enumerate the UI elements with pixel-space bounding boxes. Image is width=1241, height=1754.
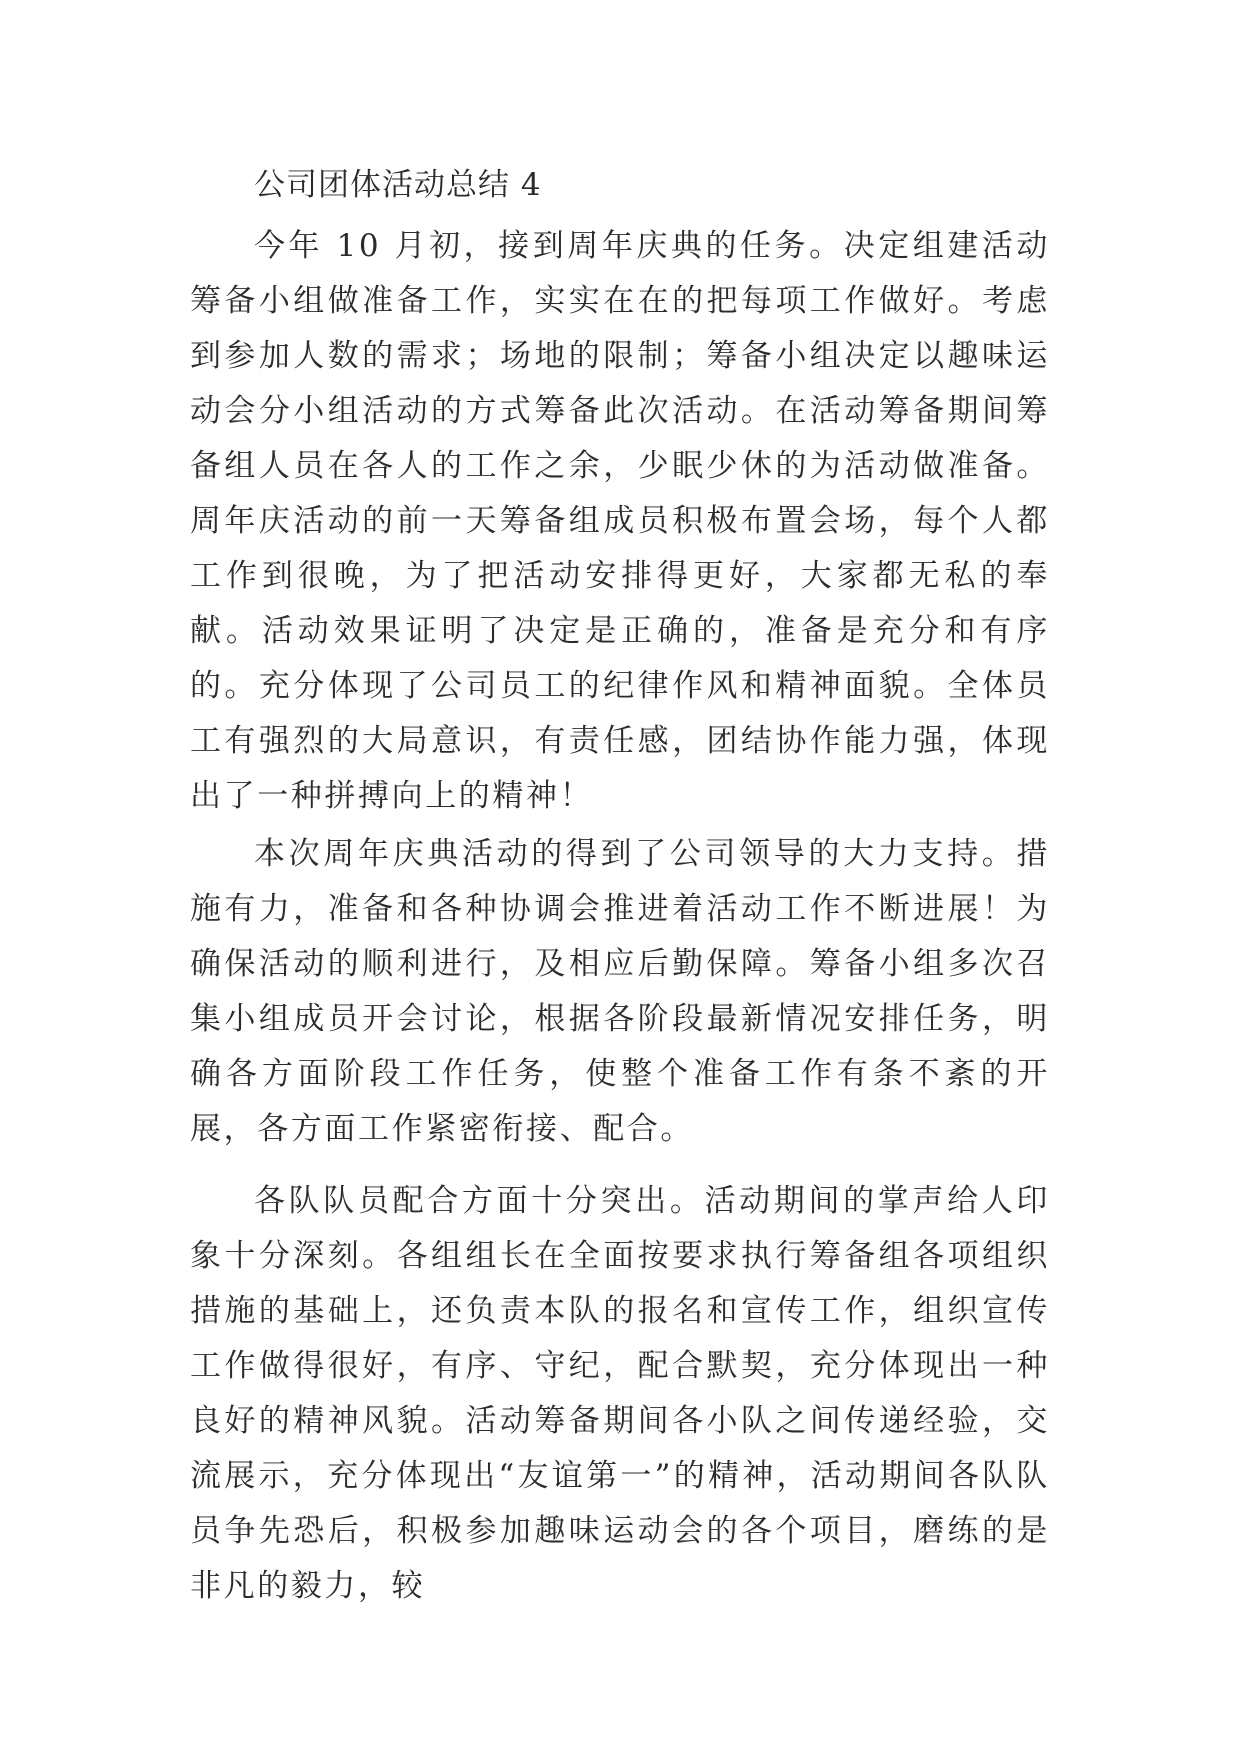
document-body: [190, 158, 1050, 1614]
paragraph-1: 今年 10 月初，接到周年庆典的任务。决定组建活动筹备小组做准备工作，实实在在的把每项工作做好。考虑到参加人数的需求；场地的限制；筹备小组决定以趣味运动会分小组活动的方式筹备此次活动。在活动筹备期间筹备组人员在各人的工作之余，少眠少休的为活动做准备。周年庆活动的前一天筹备组成员积极布置会场，每个人都工作到很晚，为了把活动安排得更好，大家都无私的奉献。活动效果证明了决定是正确的，准备是充分和有序的。充分体现了公司员工的纪律作风和精神面貌。全体员工有强烈的大局意识，有责任感，团结协作能力强，体现出了一种拼搏向上的精神！: [190, 228, 1050, 814]
paragraph-3: 各队队员配合方面十分突出。活动期间的掌声给人印象十分深刻。各组组长在全面按要求执行筹备组各项组织措施的基础上，还负责本队的报名和宣传工作，组织宣传工作做得很好，有序、守纪，配合默契，充分体现出一种良好的精神风貌。活动筹备期间各小队之间传递经验，交流展示，充分体现出“友谊第一”的精神，活动期间各队队员争先恐后，积极参加趣味运动会的各个项目，磨练的是非凡的毅力，较: [190, 1183, 1050, 1604]
paragraph-2: 本次周年庆典活动的得到了公司领导的大力支持。措施有力，准备和各种协调会推进着活动工作不断进展！为确保活动的顺利进行，及相应后勤保障。筹备小组多次召集小组成员开会讨论，根据各阶段最新情况安排任务，明确各方面阶段工作任务，使整个准备工作有条不紊的开展，各方面工作紧密衔接、配合。: [190, 836, 1050, 1147]
document-title: 公司团体活动总结 4: [254, 167, 542, 203]
